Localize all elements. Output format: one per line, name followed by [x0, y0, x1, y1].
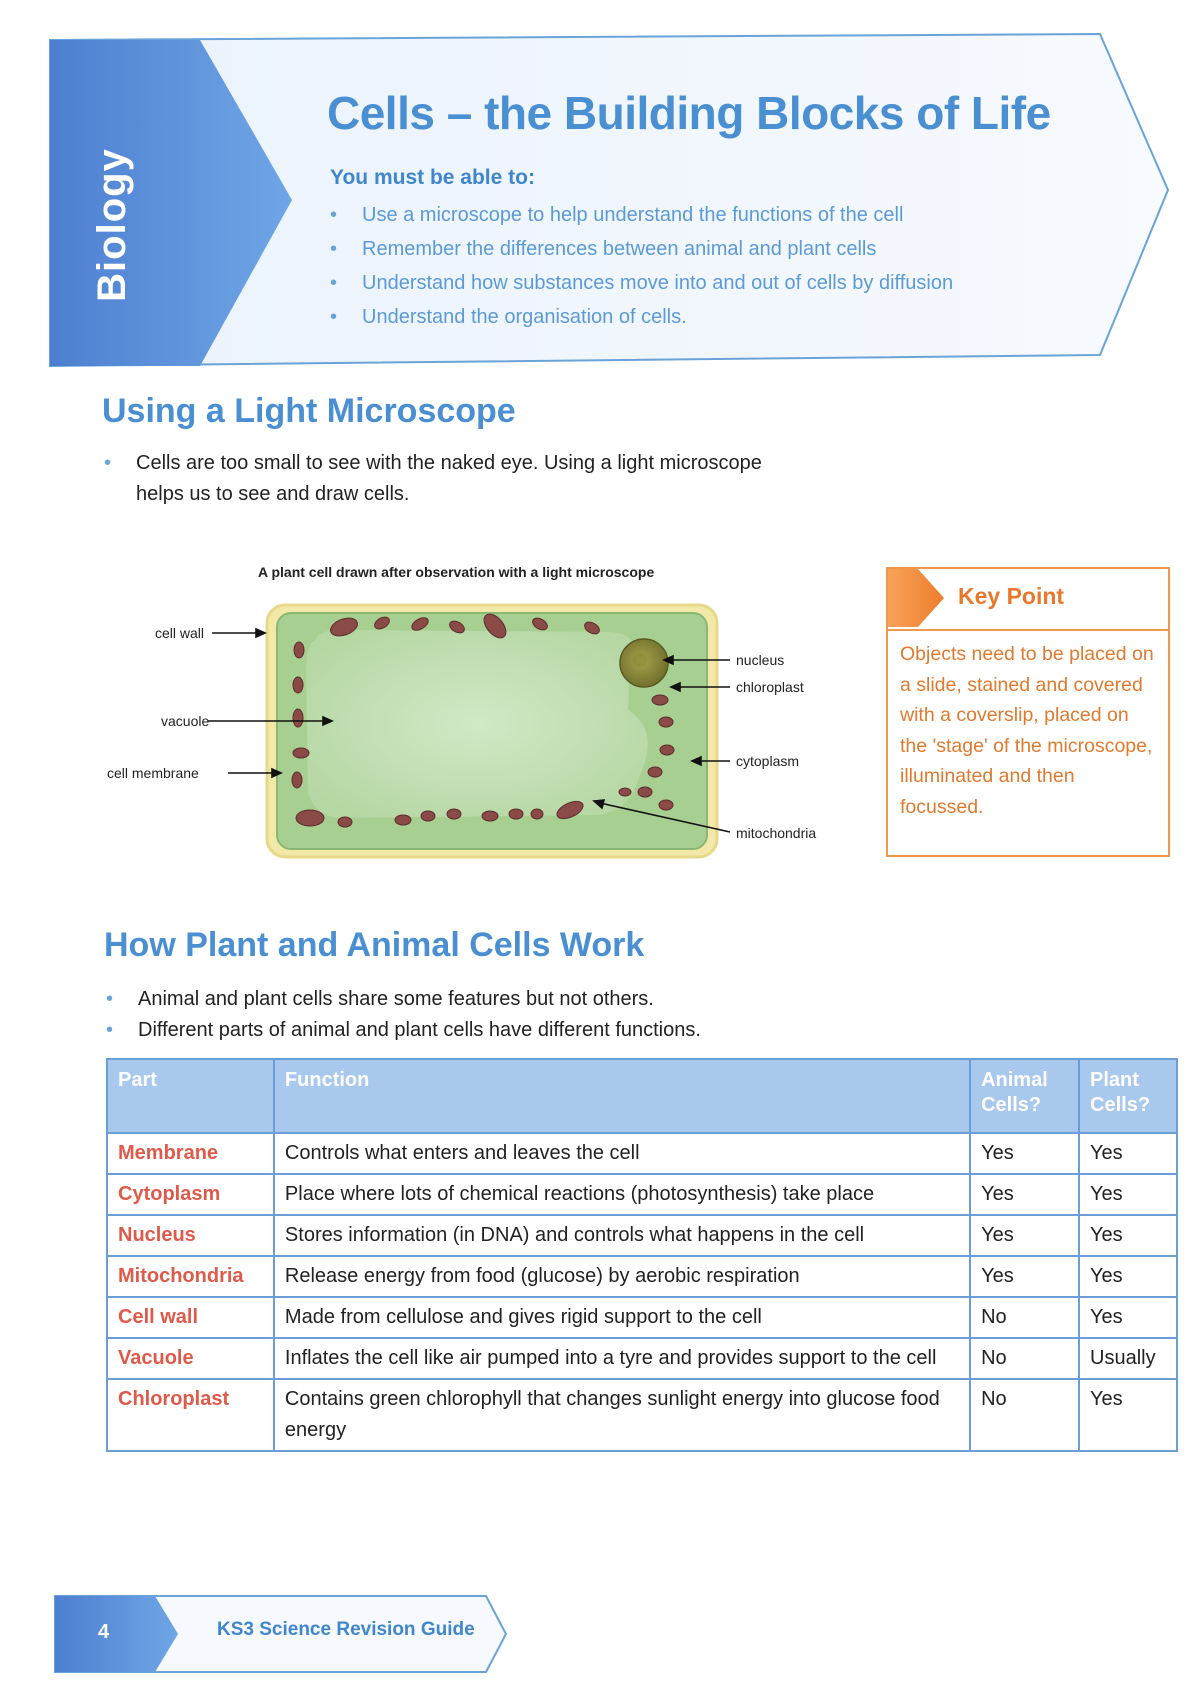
label-chloroplast: chloroplast: [736, 679, 804, 695]
label-cell-membrane: cell membrane: [107, 765, 199, 781]
header-plant: Plant Cells?: [1079, 1059, 1177, 1133]
objectives-list: [330, 198, 953, 334]
section-heading-microscope: Using a Light Microscope: [102, 392, 516, 430]
label-vacuole: vacuole: [161, 713, 210, 729]
cell-part: Chloroplast: [107, 1379, 274, 1451]
header-part: Part: [107, 1059, 274, 1133]
objective-item: • Use a microscope to help understand the functions of the cell: [330, 198, 953, 232]
cell-function: Stores information (in DNA) and controls what happens in the cell: [274, 1215, 970, 1256]
cell-part: Cytoplasm: [107, 1174, 274, 1215]
table-row: [107, 1379, 1177, 1451]
cell-plant: Yes: [1079, 1133, 1177, 1174]
cell-function: Controls what enters and leaves the cell: [274, 1133, 970, 1174]
cell-animal: No: [970, 1338, 1079, 1379]
table-row: [107, 1215, 1177, 1256]
cell-parts-table: [106, 1058, 1178, 1452]
cell-plant: Yes: [1079, 1174, 1177, 1215]
footer-banner: [0, 1586, 1200, 1696]
page-number: 4: [98, 1621, 110, 1643]
subject-label: Biology: [89, 148, 134, 302]
objective-item: • Understand the organisation of cells.: [330, 300, 953, 334]
key-point-header: [888, 569, 1168, 631]
cell-function: Inflates the cell like air pumped into a tyre and provides support to the cell: [274, 1338, 970, 1379]
header-animal: Animal Cells?: [970, 1059, 1079, 1133]
objectives-heading: You must be able to:: [330, 166, 535, 189]
diagram-caption: A plant cell drawn after observation with a light microscope: [258, 564, 655, 580]
cell-animal: No: [970, 1297, 1079, 1338]
label-cell-wall: cell wall: [155, 625, 205, 641]
cell-animal: Yes: [970, 1174, 1079, 1215]
objective-item: • Remember the differences between animal and plant cells: [330, 232, 953, 266]
cell-animal: Yes: [970, 1133, 1079, 1174]
table-row: [107, 1297, 1177, 1338]
cell-plant: Yes: [1079, 1297, 1177, 1338]
cell-part: Membrane: [107, 1133, 274, 1174]
key-point-box: [886, 567, 1170, 857]
cell-animal: Yes: [970, 1215, 1079, 1256]
footer-title: KS3 Science Revision Guide: [217, 1619, 475, 1640]
label-mitochondria: mitochondria: [736, 825, 817, 841]
cell-function: Release energy from food (glucose) by aerobic respiration: [274, 1256, 970, 1297]
cells-bullets: [102, 984, 1002, 1046]
objective-item: • Understand how substances move into and out of cells by diffusion: [330, 266, 953, 300]
table-header-row: [107, 1059, 1177, 1133]
cell-part: Cell wall: [107, 1297, 274, 1338]
cell-animal: Yes: [970, 1256, 1079, 1297]
table-row: [107, 1174, 1177, 1215]
key-point-title: Key Point: [958, 583, 1065, 609]
section-heading-cells: How Plant and Animal Cells Work: [104, 926, 645, 964]
vacuole-shape: [306, 630, 648, 818]
label-nucleus: nucleus: [736, 652, 785, 668]
cell-function: Contains green chlorophyll that changes sunlight energy into glucose food energy: [274, 1379, 970, 1451]
cell-plant: Yes: [1079, 1256, 1177, 1297]
label-cytoplasm: cytoplasm: [736, 753, 800, 769]
key-point-text: Objects need to be placed on a slide, stained and covered with a coverslip, placed on the 'stage' of the microscope, illuminated and then focussed.: [900, 643, 1154, 818]
page-title: Cells – the Building Blocks of Life: [327, 87, 1051, 139]
cell-function: Made from cellulose and gives rigid support to the cell: [274, 1297, 970, 1338]
table-row: [107, 1133, 1177, 1174]
cell-animal: No: [970, 1379, 1079, 1451]
table-row: [107, 1256, 1177, 1297]
header-function: Function: [274, 1059, 970, 1133]
bullet-item: • Animal and plant cells share some features but not others.: [102, 984, 1002, 1015]
cell-plant: Usually: [1079, 1338, 1177, 1379]
nucleolus-shape: [633, 653, 647, 667]
bullet-item: • Cells are too small to see with the naked eye. Using a light microscope helps us to see and draw cells.: [100, 448, 780, 510]
cell-plant: Yes: [1079, 1379, 1177, 1451]
plant-cell-diagram: [100, 560, 860, 880]
bullet-item: • Different parts of animal and plant cells have different functions.: [102, 1015, 1002, 1046]
cell-part: Mitochondria: [107, 1256, 274, 1297]
cell-part: Nucleus: [107, 1215, 274, 1256]
cell-part: Vacuole: [107, 1338, 274, 1379]
cell-function: Place where lots of chemical reactions (photosynthesis) take place: [274, 1174, 970, 1215]
microscope-bullets: [100, 448, 780, 510]
table-row: [107, 1338, 1177, 1379]
cell-plant: Yes: [1079, 1215, 1177, 1256]
key-point-arrow-icon: [888, 569, 948, 627]
